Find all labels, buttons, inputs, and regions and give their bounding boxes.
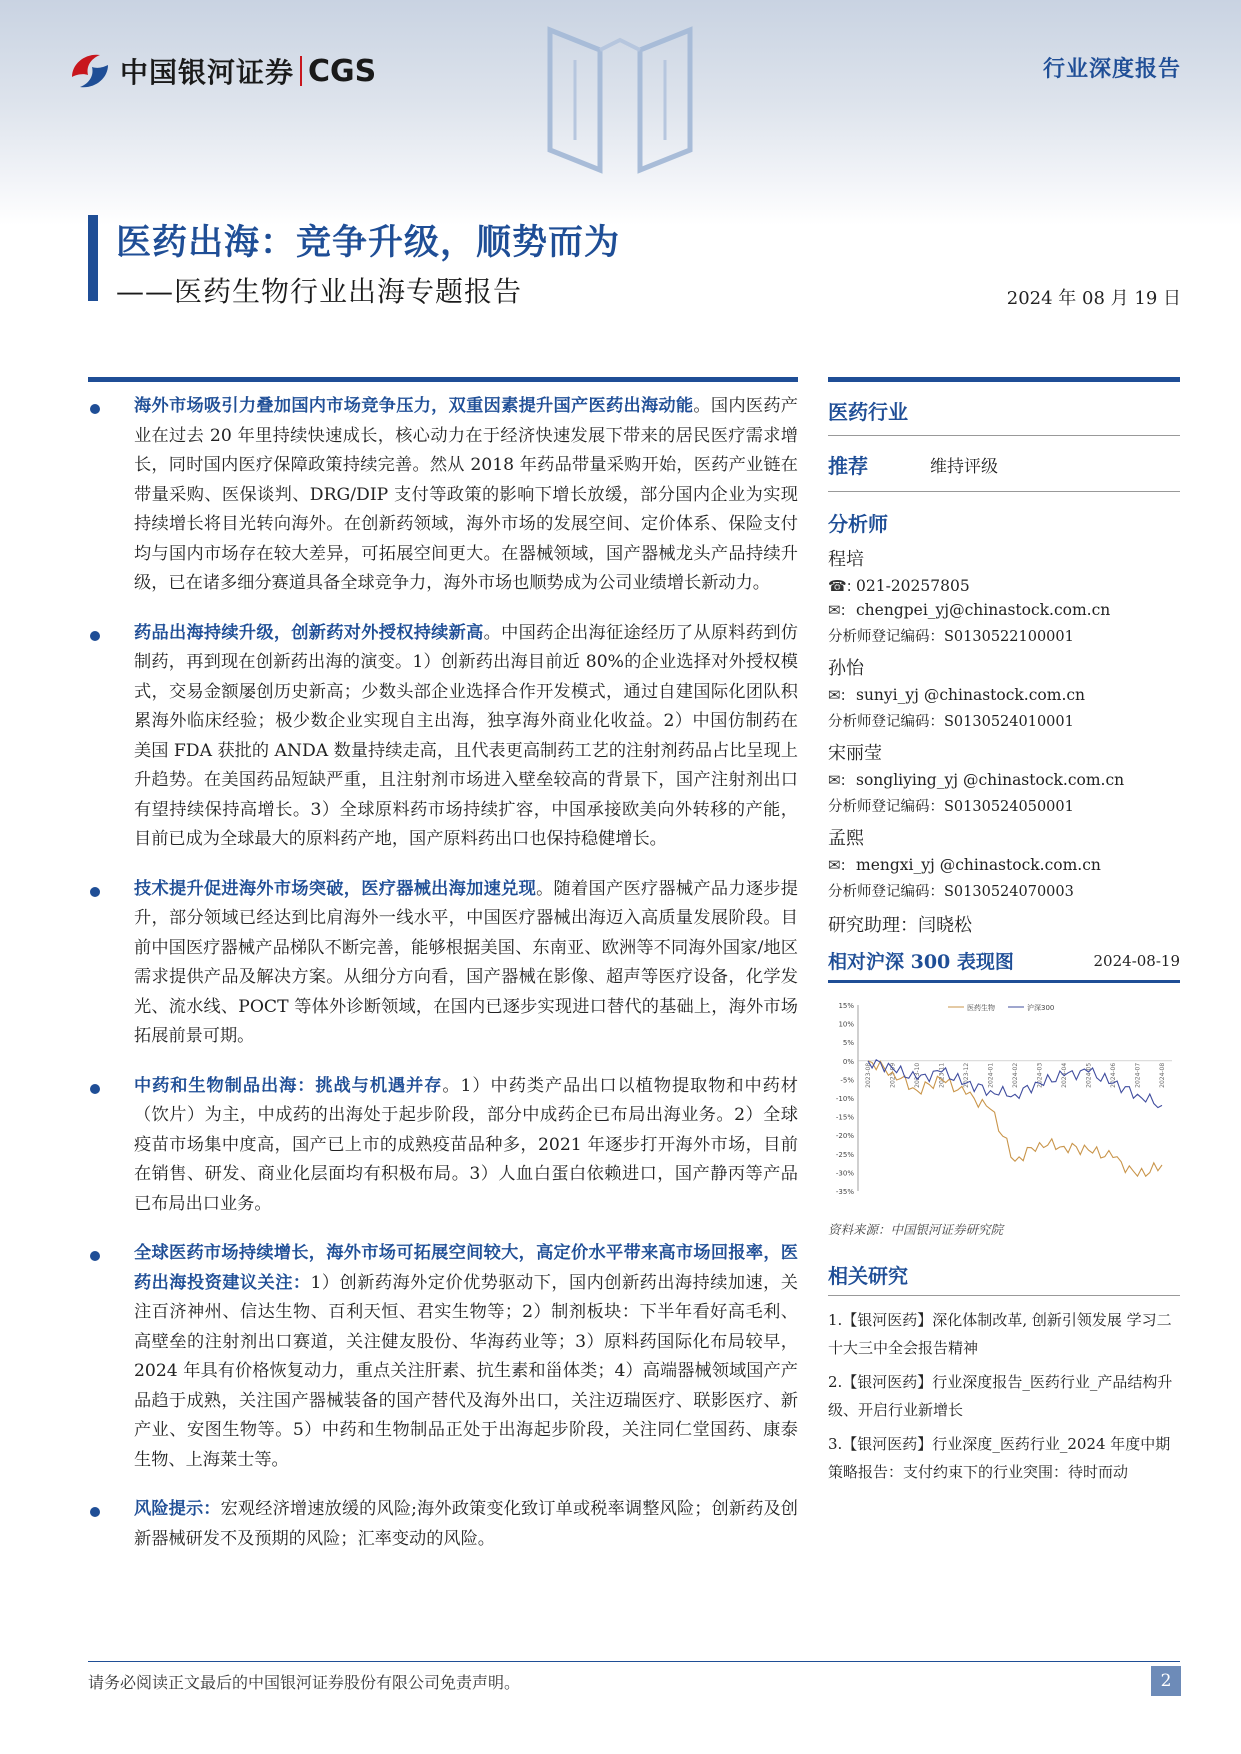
mail-icon: ✉: <box>828 856 846 874</box>
y-tick-label: 15% <box>838 1002 854 1010</box>
rating-label: 推荐 <box>828 454 868 478</box>
analyst-email[interactable]: ✉: mengxi_yj @chinastock.com.cn <box>828 856 1101 874</box>
bullet-highlight: 技术提升促进海外市场突破，医疗器械出海加速兑现 <box>134 878 537 899</box>
related-heading: 相关研究 <box>828 1260 1180 1296</box>
chart-svg <box>828 991 1180 1216</box>
bullet-text: 。随着国产医疗器械产品力逐步提升，部分领域已经达到比肩海外一线水平，中国医疗器械出海迈入高质量发展阶段。目前中国医疗器械产品梯队不断完善，能够根据美国、东南亚、欧洲等不同海外国家/地区需求提供产品及解决方案。从细分方向看，国产器械在影像、超声等医疗设备，化学发光、流水线、POCT 等体外诊断领域，在国内已逐步实现进口替代的基础上，海外市场拓展前景可期。 <box>134 878 798 1046</box>
logo-separator <box>300 56 302 86</box>
analyst-registration: 分析师登记编码：S0130524010001 <box>828 714 1074 730</box>
chart-source: 资料来源：中国银河证券研究院 <box>828 1222 1004 1237</box>
x-tick-label: 2023-12 <box>963 1062 970 1088</box>
page-number: 2 <box>1151 1666 1181 1696</box>
analyst-registration: 分析师登记编码：S0130524070003 <box>828 884 1074 900</box>
x-tick-label: 2024-07 <box>1134 1062 1142 1088</box>
related-item[interactable]: 2.【银河医药】行业深度报告_医药行业_产品结构升级、开启行业新增长 <box>828 1373 1173 1419</box>
x-tick-label: 2023-08 <box>865 1062 872 1088</box>
bullet-highlight: 药品出海持续升级，创新药对外授权持续新高 <box>134 622 484 643</box>
footer-divider <box>88 1661 1180 1662</box>
x-tick-label: 2024-03 <box>1036 1062 1044 1088</box>
summary-column <box>88 377 798 1574</box>
report-type: 行业深度报告 <box>1042 56 1181 82</box>
y-tick-label: 5% <box>842 1039 854 1048</box>
analyst-phone: ☎: 021-20257805 <box>828 577 970 595</box>
performance-chart <box>828 991 1180 1216</box>
bullet-dot <box>90 1251 100 1261</box>
x-tick-label: 2024-08 <box>1159 1062 1166 1088</box>
analyst-block <box>828 824 1180 901</box>
chart-title: 相对沪深 300 表现图 <box>828 951 1014 973</box>
x-tick-label: 2024-06 <box>1110 1062 1117 1088</box>
footer-disclaimer: 请务必阅读正文最后的中国银河证券股份有限公司免责声明。 <box>88 1673 521 1692</box>
bullet-text: 宏观经济增速放缓的风险;海外政策变化致订单或税率调整风险；创新药及创新器械研发不及预期的风险；汇率变动的风险。 <box>134 1499 798 1549</box>
mail-icon: ✉: <box>828 601 846 619</box>
summary-bullet <box>88 619 798 855</box>
logo-icon <box>68 51 112 91</box>
analyst-block <box>828 654 1180 731</box>
page-subtitle: ——医药生物行业出海专题报告 <box>116 275 523 308</box>
related-item[interactable]: 3.【银河医药】行业深度_医药行业_2024 年度中期策略报告：支付约束下的行业突围：待时而动 <box>828 1435 1171 1481</box>
x-tick-label: 2023-10 <box>914 1062 921 1088</box>
summary-bullet <box>88 1072 798 1220</box>
summary-bullet <box>88 875 798 1052</box>
bullet-text: 。1）中药类产品出口以植物提取物和中药材（饮片）为主，中成药的出海处于起步阶段，部分中成药企已布局出海业务。2）全球疫苗市场集中度高，国产已上市的成熟疫苗品种多，2021 年逐步打开海外市场，目前在销售、研发、商业化层面均有积极布局。3）人血白蛋白依赖进口，国产静丙等产品已布局出口业务。 <box>134 1075 798 1214</box>
x-tick-label: 2024-01 <box>987 1062 995 1088</box>
y-tick-label: 0% <box>842 1057 854 1066</box>
rating-value: 维持评级 <box>930 457 998 477</box>
bullet-dot <box>90 1507 100 1517</box>
y-tick-label: 10% <box>838 1020 854 1029</box>
bullet-highlight: 中药和生物制品出海：挑战与机遇并存 <box>134 1075 443 1096</box>
bullet-dot <box>90 1084 100 1094</box>
analyst-name: 宋丽莹 <box>828 743 882 764</box>
bullet-highlight: 风险提示： <box>134 1499 221 1519</box>
analyst-name: 孙怡 <box>828 658 864 679</box>
logo-en: CGS <box>308 53 377 89</box>
chart-header <box>828 947 1180 983</box>
sidebar <box>828 377 1180 1486</box>
summary-bullet <box>88 392 798 599</box>
y-tick-label: -20% <box>835 1132 854 1141</box>
bullet-dot <box>90 887 100 897</box>
x-tick-label: 2023-09 <box>889 1062 897 1088</box>
analyst-block <box>828 545 1180 646</box>
analyst-email[interactable]: ✉: songliying_yj @chinastock.com.cn <box>828 771 1125 789</box>
y-tick-label: -25% <box>835 1150 854 1159</box>
x-tick-label: 2024-02 <box>1012 1062 1019 1088</box>
related-item[interactable]: 1.【银河医药】深化体制改革, 创新引领发展 学习二十大三中全会报告精神 <box>828 1311 1172 1357</box>
legend-label: 沪深300 <box>1027 1004 1055 1012</box>
chart-date: 2024-08-19 <box>1093 951 1180 970</box>
title-accent-bar <box>88 215 98 301</box>
analyst-email[interactable]: ✉: sunyi_yj @chinastock.com.cn <box>828 686 1086 704</box>
report-date: 2024 年 08 月 19 日 <box>1006 288 1181 309</box>
bullet-highlight: 全球医药市场持续增长，海外市场可拓展空间较大，高定价水平带来高市场回报率，医药出海投资建议关注： <box>134 1243 798 1293</box>
y-tick-label: -5% <box>840 1076 854 1085</box>
mail-icon: ✉: <box>828 686 846 704</box>
company-logo <box>68 48 376 94</box>
y-tick-label: -35% <box>835 1188 854 1196</box>
bullet-text: 1）创新药海外定价优势驱动下，国内创新药出海持续加速，关注百济神州、信达生物、百利天恒、君实生物等；2）制剂板块：下半年看好高毛利、高壁垒的注射剂出口赛道，关注健友股份、华海药业等；3）原料药国际化布局较早，2024 年具有价格恢复动力，重点关注肝素、抗生素和甾体类；4）高端器械领域国产产品趋于成熟，关注国产器械装备的国产替代及海外出口，关注迈瑞医疗、联影医疗、新产业、安图生物等。5）中药和生物制品正处于出海起步阶段，关注同仁堂国药、康泰生物、上海莱士等。 <box>134 1272 798 1470</box>
bullet-dot <box>90 404 100 414</box>
mail-icon: ✉: <box>828 771 846 789</box>
industry-heading: 医药行业 <box>828 382 1180 436</box>
page-title: 医药出海：竞争升级，顺势而为 <box>116 222 621 263</box>
bullet-dot <box>90 631 100 641</box>
logo-text: 中国银河证券 <box>120 56 295 89</box>
rating-row <box>828 436 1180 492</box>
bullet-text: 。国内医药产业在过去 20 年里持续快速成长，核心动力在于经济快速发展下带来的居民医疗需求增长，同时国内医疗保障政策持续完善。然从 2018 年药品带量采购开始，医药产业链在带量采购、医保谈判、DRG/DIP 支付等政策的影响下增长放缓，部分国内企业为实现持续增长将目光转向海外。在创新药领域，海外市场的发展空间、定价体系、保险支付均与国内市场存在较大差异，可拓展空间更大。在器械领域，国产器械龙头产品持续升级，已在诸多细分赛道具备全球竞争力，海外市场也顺势成为公司业绩增长新动力。 <box>134 396 798 593</box>
phone-icon: ☎: <box>828 577 852 595</box>
summary-bullet <box>88 1239 798 1475</box>
analyst-name: 孟熙 <box>828 828 864 849</box>
analyst-email[interactable]: ✉: chengpei_yj@chinastock.com.cn <box>828 601 1111 619</box>
header-decoration <box>540 20 700 180</box>
research-assistant: 研究助理：闫晓松 <box>828 915 972 936</box>
y-tick-label: -30% <box>835 1169 854 1178</box>
y-tick-label: -10% <box>835 1095 854 1103</box>
bullet-highlight: 海外市场吸引力叠加国内市场竞争压力，双重因素提升国产医药出海动能 <box>134 396 694 416</box>
y-tick-label: -15% <box>835 1113 854 1122</box>
summary-bullet <box>88 1495 798 1554</box>
analyst-name: 程培 <box>828 549 864 570</box>
analyst-heading: 分析师 <box>828 512 888 536</box>
bullet-text: 。中国药企出海征途经历了从原料药到仿制药，再到现在创新药出海的演变。1）创新药出海目前近 80%的企业选择对外授权模式，交易金额屡创历史新高；少数头部企业选择合作开发模式，通过自建国际化团队积累海外临床经验；极少数企业实现自主出海，独享海外商业化收益。2）中国仿制药在美国 FDA 获批的 ANDA 数量持续走高，且代表更高制药工艺的注射剂药品占比呈现上升趋势。在美国药品短缺严重，且注射剂市场进入壁垒较高的背景下，国产注射剂出口有望持续保持高增长。3）全球原料药市场持续扩容，中国承接欧美向外转移的产能，目前已成为全球最大的原料药产地，国产原料药出口也保持稳健增长。 <box>134 622 798 849</box>
x-tick-label: 2024-05 <box>1085 1062 1093 1088</box>
x-tick-label: 2023-11 <box>938 1062 946 1088</box>
analyst-registration: 分析师登记编码：S0130522100001 <box>828 629 1074 645</box>
analyst-block <box>828 739 1180 816</box>
analyst-registration: 分析师登记编码：S0130524050001 <box>828 799 1074 815</box>
x-tick-label: 2024-04 <box>1061 1062 1068 1088</box>
legend-label: 医药生物 <box>967 1004 995 1012</box>
